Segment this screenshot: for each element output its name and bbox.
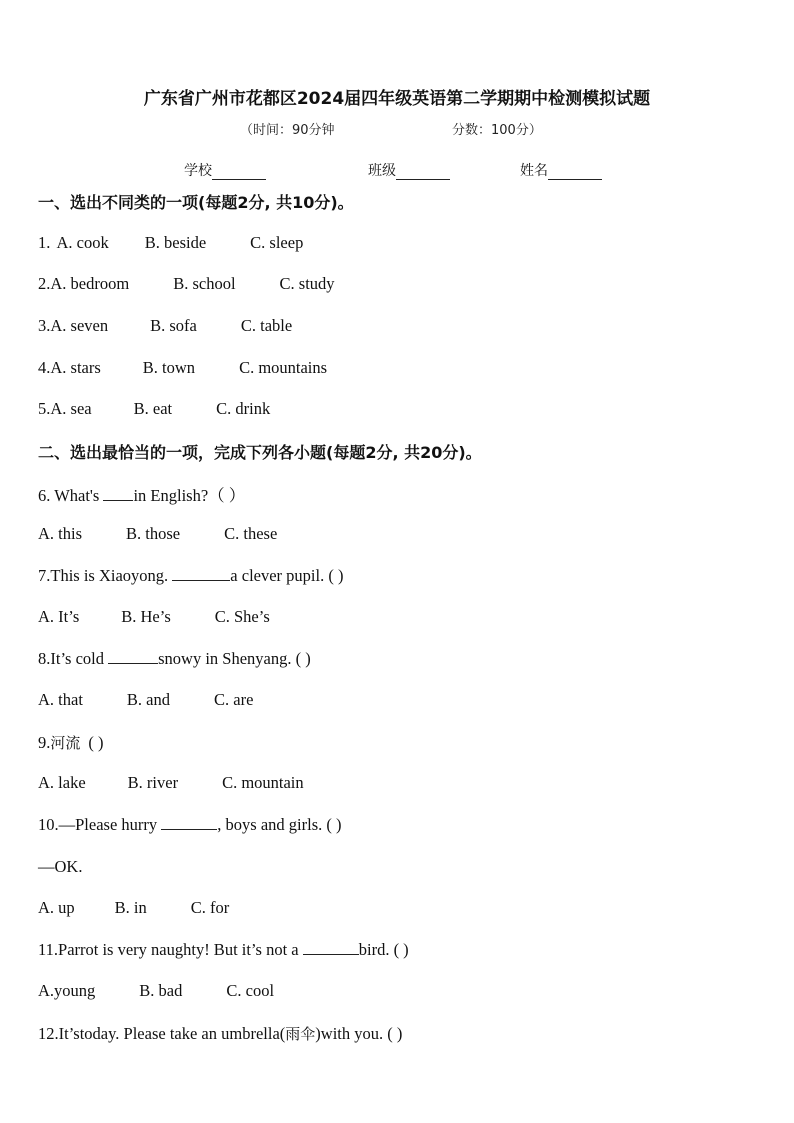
name-label: 姓名 bbox=[520, 163, 548, 179]
q7-text-pre: 7.This is Xiaoyong. bbox=[38, 566, 173, 585]
q11-option-a[interactable]: A.young bbox=[38, 981, 96, 1000]
name-field bbox=[520, 160, 602, 180]
q9-number: 9. bbox=[38, 733, 51, 752]
question-8 bbox=[38, 649, 311, 669]
question-9 bbox=[38, 732, 104, 753]
q8-blank[interactable] bbox=[108, 649, 158, 664]
q7-text-post: a clever pupil. ( ) bbox=[230, 566, 344, 585]
q9-option-b[interactable]: B. river bbox=[127, 773, 179, 792]
q6-option-c[interactable]: C. these bbox=[224, 524, 278, 543]
q8-option-c[interactable]: C. are bbox=[214, 690, 254, 709]
question-10 bbox=[38, 815, 341, 835]
q7-option-a[interactable]: A. It’s bbox=[38, 607, 80, 626]
q3-option-b[interactable]: B. sofa bbox=[150, 316, 197, 335]
q11-options bbox=[38, 981, 274, 1001]
class-blank[interactable] bbox=[396, 165, 450, 180]
section1-heading: 一、选出不同类的一项(每题2分, 共10分)。 bbox=[38, 193, 354, 212]
school-blank[interactable] bbox=[212, 165, 266, 180]
question-4 bbox=[38, 358, 327, 378]
q6-text-post: in English?（ ） bbox=[133, 486, 246, 505]
q7-option-c[interactable]: C. She’s bbox=[214, 607, 270, 626]
q4-option-c[interactable]: C. mountains bbox=[239, 358, 328, 377]
q10-blank[interactable] bbox=[161, 815, 217, 830]
school-label: 学校 bbox=[184, 163, 212, 179]
q8-text-post: snowy in Shenyang. ( ) bbox=[158, 649, 311, 668]
q2-option-b[interactable]: B. school bbox=[173, 274, 236, 293]
q1-option-c[interactable]: C. sleep bbox=[250, 233, 304, 252]
q4-option-b[interactable]: B. town bbox=[142, 358, 196, 377]
q12-text-post: )with you. ( ) bbox=[315, 1024, 403, 1043]
exam-title: 广东省广州市花都区2024届四年级英语第二学期期中检测模拟试题 bbox=[143, 89, 651, 109]
q11-blank[interactable] bbox=[303, 940, 359, 955]
question-6 bbox=[38, 482, 245, 506]
q2-number: 2. bbox=[38, 274, 51, 293]
q2-option-a[interactable]: A. bedroom bbox=[50, 274, 130, 293]
q10-text-pre: 10.—Please hurry bbox=[38, 815, 162, 834]
q4-option-a[interactable]: A. stars bbox=[50, 358, 101, 377]
question-11 bbox=[38, 940, 409, 960]
q8-text-pre: 8.It’s cold bbox=[38, 649, 109, 668]
q12-chinese-gloss: 雨伞 bbox=[285, 1025, 316, 1043]
q8-option-a[interactable]: A. that bbox=[38, 690, 83, 709]
q6-text-pre: 6. What's bbox=[38, 486, 104, 505]
q5-option-c[interactable]: C. drink bbox=[216, 399, 271, 418]
q10-option-b[interactable]: B. in bbox=[114, 898, 147, 917]
q12-text-pre: 12.It’stoday. Please take an umbrella( bbox=[38, 1024, 286, 1043]
question-1 bbox=[38, 233, 303, 253]
q10-text-post: , boys and girls. ( ) bbox=[217, 815, 342, 834]
q2-option-c[interactable]: C. study bbox=[279, 274, 335, 293]
q1-option-a[interactable]: A. cook bbox=[56, 233, 109, 252]
question-7 bbox=[38, 566, 343, 586]
q7-blank[interactable] bbox=[172, 566, 230, 581]
exam-score: 分数：100分） bbox=[452, 123, 542, 138]
q11-option-c[interactable]: C. cool bbox=[226, 981, 275, 1000]
q1-number: 1. bbox=[38, 233, 55, 252]
class-label: 班级 bbox=[368, 163, 396, 179]
q6-option-a[interactable]: A. this bbox=[38, 524, 83, 543]
q5-number: 5. bbox=[38, 399, 51, 418]
q5-option-a[interactable]: A. sea bbox=[50, 399, 92, 418]
q3-option-a[interactable]: A. seven bbox=[50, 316, 109, 335]
q6-options bbox=[38, 524, 277, 544]
q6-blank[interactable] bbox=[103, 486, 133, 501]
q9-text-post: ( ) bbox=[88, 733, 104, 752]
q10-option-c[interactable]: C. for bbox=[190, 898, 230, 917]
q10-reply: —OK. bbox=[38, 857, 83, 876]
q10-option-a[interactable]: A. up bbox=[38, 898, 75, 917]
q1-option-b[interactable]: B. beside bbox=[144, 233, 207, 252]
question-5 bbox=[38, 399, 270, 419]
q10-options bbox=[38, 898, 229, 918]
q9-chinese-word: 河流 bbox=[50, 734, 81, 752]
question-12 bbox=[38, 1023, 402, 1044]
q8-options bbox=[38, 690, 253, 710]
q8-option-b[interactable]: B. and bbox=[126, 690, 171, 709]
class-field bbox=[368, 160, 450, 180]
section2-heading: 二、选出最恰当的一项，完成下列各小题(每题2分, 共20分)。 bbox=[38, 443, 482, 462]
question-3 bbox=[38, 316, 292, 336]
q7-options bbox=[38, 607, 270, 627]
q9-options bbox=[38, 773, 304, 793]
q5-option-b[interactable]: B. eat bbox=[133, 399, 173, 418]
q3-number: 3. bbox=[38, 316, 51, 335]
question-2 bbox=[38, 274, 335, 294]
school-field bbox=[184, 160, 266, 180]
q9-option-a[interactable]: A. lake bbox=[38, 773, 86, 792]
q6-option-b[interactable]: B. those bbox=[126, 524, 181, 543]
q11-option-b[interactable]: B. bad bbox=[139, 981, 183, 1000]
q4-number: 4. bbox=[38, 358, 51, 377]
name-blank[interactable] bbox=[548, 165, 602, 180]
q11-text-pre: 11.Parrot is very naughty! But it’s not a bbox=[38, 940, 303, 959]
q9-option-c[interactable]: C. mountain bbox=[222, 773, 304, 792]
q11-text-post: bird. ( ) bbox=[358, 940, 409, 959]
q7-option-b[interactable]: B. He’s bbox=[121, 607, 171, 626]
q3-option-c[interactable]: C. table bbox=[240, 316, 293, 335]
exam-time: （时间：90分钟 bbox=[240, 123, 335, 138]
